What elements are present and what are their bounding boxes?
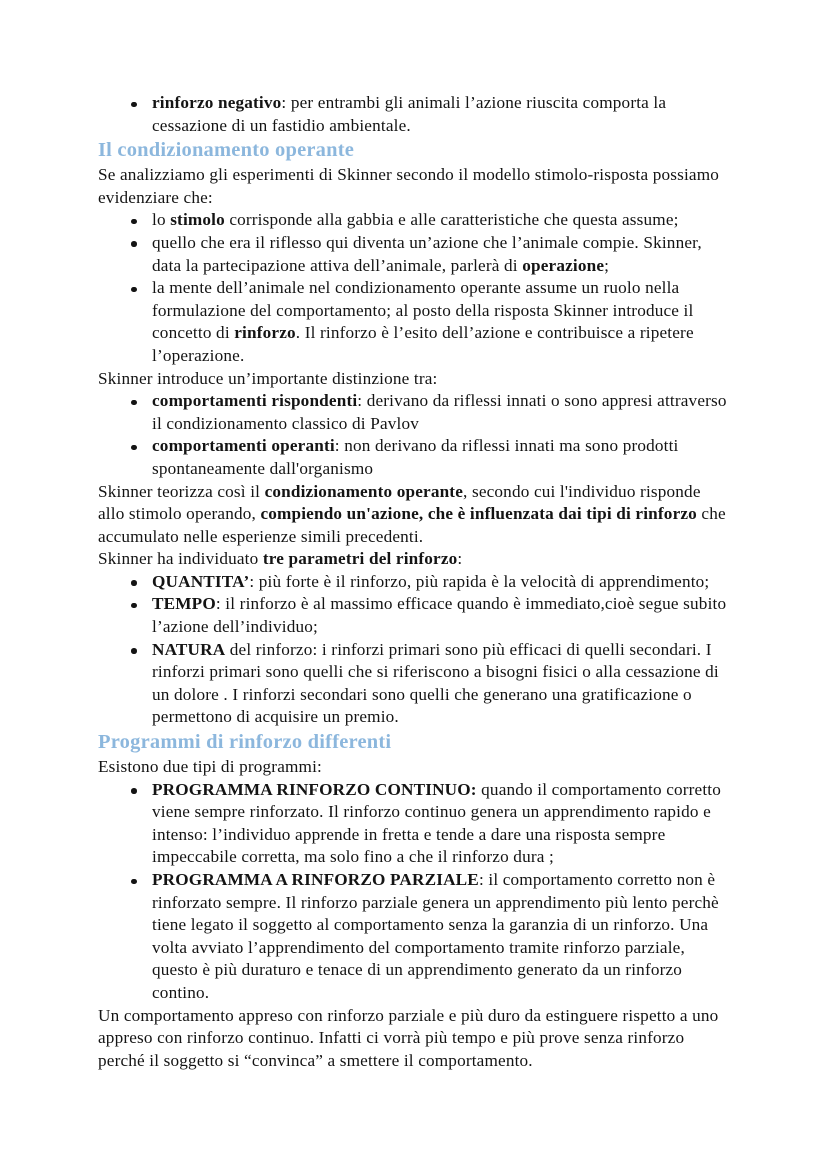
- list-item-text: : derivano da riflessi innati o sono appresi attraverso il condizionamento classico di Pavlov: [152, 391, 727, 433]
- list-item-text: : il rinforzo è al massimo efficace quando è immediato,cioè segue subito l’azione dell’individuo;: [152, 594, 727, 637]
- list-item: [98, 209, 728, 232]
- list-item-text: ;: [604, 255, 610, 275]
- list-item-text: : più forte è il rinforzo, più rapida è la velocità di apprendimento;: [249, 571, 710, 591]
- list-item-text: corrisponde alla gabbia e alle caratteristiche che questa assume;: [224, 210, 679, 230]
- bullet-dot-icon: [131, 879, 137, 885]
- text-run: , secondo cui l'individuo risponde allo stimolo operando,: [98, 481, 701, 524]
- bullet-dot-icon: [131, 219, 137, 225]
- list-item-text: : non derivano da riflessi innati ma sono prodotti spontaneamente dall'organismo: [152, 436, 679, 478]
- list-item: [98, 92, 728, 137]
- bullet-dot-icon: [131, 603, 137, 609]
- text-run: Skinner ha individuato: [98, 549, 263, 569]
- text-run-bold: compiendo un'azione, che è influenzata dai tipi di rinforzo: [260, 504, 697, 524]
- bullet-dot-icon: [131, 400, 137, 406]
- list-item: [98, 779, 728, 869]
- bullet-list: [98, 779, 728, 1005]
- list-item-lead: NATURA: [152, 639, 226, 659]
- paragraph: Skinner introduce un’importante distinzione tra:: [98, 368, 438, 388]
- list-item: [98, 571, 728, 594]
- bullet-list: [98, 92, 728, 137]
- bullet-list: [98, 390, 728, 480]
- list-item-lead: comportamenti rispondenti: [152, 391, 358, 411]
- list-item-lead: operazione: [522, 255, 605, 275]
- bullet-dot-icon: [131, 648, 137, 654]
- list-item-lead: comportamenti operanti: [152, 436, 335, 456]
- list-item-prefix: lo: [152, 210, 171, 230]
- list-item-lead: QUANTITA’: [152, 571, 250, 591]
- paragraph: [98, 548, 728, 571]
- bullet-dot-icon: [131, 241, 137, 247]
- list-item-lead: PROGRAMMA RINFORZO CONTINUO:: [152, 779, 477, 799]
- list-item-text: : il comportamento corretto non è rinforzato sempre. Il rinforzo parziale genera un apprendimento più lento perchè tiene legato il soggetto al comportamento senza la garanzia di un rinforzo. Una volta avviato l’apprendimento del comportamento tramite rinforzo parziale, questo è più duraturo e tenace di un apprendimento generato da un rinforzo contino.: [152, 870, 719, 1002]
- list-item: [98, 593, 728, 638]
- list-item-lead: stimolo: [170, 210, 225, 230]
- list-item-text: del rinforzo: i rinforzi primari sono più efficaci di quelli secondari. I rinforzi primari sono quelli che si riferiscono a bisogni fisici o alla cessazione di un dolore . I rinforzi secondari sono quelli che generano una gratificazione o permettono di acquisire un premio.: [152, 639, 719, 727]
- text-run-bold: condizionamento operante: [264, 481, 464, 501]
- section-heading: Programmi di rinforzo differenti: [98, 731, 392, 754]
- list-item: [98, 277, 728, 367]
- list-item-text: : per entrambi gli animali l’azione riuscita comporta la cessazione di un fastidio ambientale.: [152, 93, 667, 135]
- bullet-dot-icon: [131, 102, 137, 108]
- list-item: [98, 639, 728, 729]
- paragraph: [98, 481, 728, 549]
- list-item-text: quando il comportamento corretto viene sempre rinforzato. Il rinforzo continuo genera un apprendimento rapido e intenso: l’individuo apprende in fretta e tende a dare una risposta sempre impeccabile corretta, ma solo fino a che il rinforzo dura ;: [152, 779, 722, 867]
- document-body: [98, 92, 728, 1072]
- text-run: che accumulato nelle esperienze simili precedenti.: [98, 504, 726, 546]
- list-item-lead: PROGRAMMA A RINFORZO PARZIALE: [152, 870, 479, 889]
- list-item: [98, 869, 728, 1005]
- bullet-list: [98, 209, 728, 367]
- list-item-lead: rinforzo: [234, 323, 296, 343]
- list-item-lead: TEMPO: [152, 594, 216, 614]
- bullet-list: [98, 571, 728, 729]
- list-item: [98, 435, 728, 480]
- paragraph: Un comportamento appreso con rinforzo parziale e più duro da estinguere rispetto a uno appreso con rinforzo continuo. Infatti ci vorrà più tempo e più prove senza rinforzo perché il soggetto si “convinca” a smettere il comportamento.: [98, 1005, 719, 1070]
- bullet-dot-icon: [131, 287, 137, 293]
- list-item-prefix: quello che era il riflesso qui diventa un’azione che l’animale compie. Skinner, data la partecipazione attiva dell’animale, parlerà di: [152, 232, 702, 275]
- section-heading: Il condizionamento operante: [98, 139, 355, 162]
- list-item: [98, 390, 728, 435]
- list-item-lead: rinforzo negativo: [152, 93, 282, 112]
- list-item-text: . Il rinforzo è l’esito dell’azione e contribuisce a ripetere l’operazione.: [152, 323, 694, 365]
- text-run: :: [457, 549, 463, 569]
- bullet-dot-icon: [131, 580, 137, 586]
- list-item-prefix: la mente dell’animale nel condizionamento operante assume un ruolo nella formulazione del comportamento; al posto della risposta Skinner introduce il concetto di: [152, 278, 694, 343]
- paragraph: Se analizziamo gli esperimenti di Skinner secondo il modello stimolo-risposta possiamo evidenziare che:: [98, 165, 720, 207]
- list-item: [98, 232, 728, 277]
- paragraph: Esistono due tipi di programmi:: [98, 757, 322, 777]
- text-run: Skinner teorizza così il: [98, 481, 265, 501]
- bullet-dot-icon: [131, 788, 137, 794]
- bullet-dot-icon: [131, 445, 137, 451]
- text-run-bold: tre parametri del rinforzo: [262, 549, 458, 569]
